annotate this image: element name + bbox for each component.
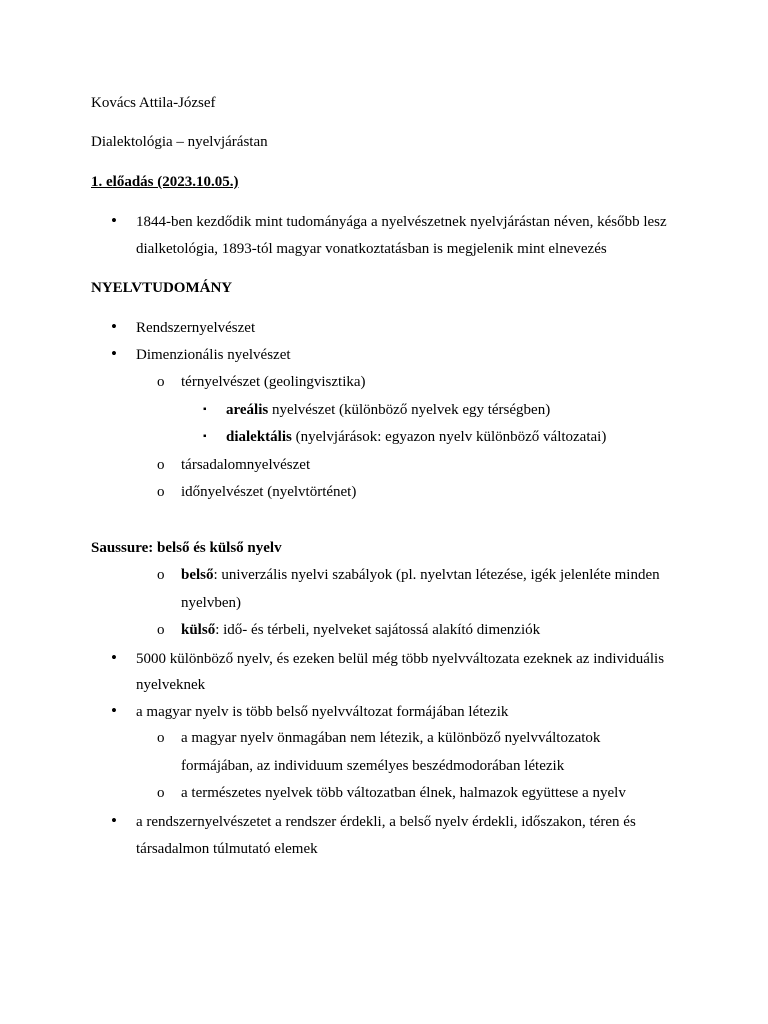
term-description: nyelvészet (különböző nyelvek egy térségben) bbox=[268, 402, 551, 418]
intro-line-2: dialketológia, 1893-tól magyar vonatkoztatásban is megjelenik mint elnevezés bbox=[136, 241, 607, 257]
list-item-continuation: társadalmon túlmutató elemek bbox=[136, 841, 318, 857]
course-title: Dialektológia – nyelvjárástan bbox=[91, 134, 268, 150]
sub-list-item: térnyelvészet (geolingvisztika) bbox=[181, 374, 366, 390]
sub-sub-list-item bbox=[226, 401, 550, 419]
sub-list-item: a természetes nyelvek több változatban élnek, halmazok együttese a nyelv bbox=[181, 785, 626, 801]
sub-list-item-continuation: formájában, az individuum személyes beszédmodorában létezik bbox=[181, 758, 565, 774]
list-item: Dimenzionális nyelvészet bbox=[136, 347, 291, 363]
sub-list-item bbox=[181, 621, 540, 639]
section-heading-saussure: Saussure: belső és külső nyelv bbox=[91, 540, 282, 556]
term-bold: areális bbox=[226, 402, 269, 418]
lecture-heading: 1. előadás (2023.10.05.) bbox=[91, 174, 239, 190]
sub-bullet-marker: o bbox=[157, 567, 165, 583]
list-item-continuation: nyelveknek bbox=[136, 677, 206, 693]
sub-bullet-marker: o bbox=[157, 622, 165, 638]
sub-bullet-marker: o bbox=[157, 730, 165, 746]
sub-bullet-marker: o bbox=[157, 374, 165, 390]
sub-list-item-continuation: nyelvben) bbox=[181, 595, 241, 611]
term-bold: belső bbox=[181, 567, 214, 583]
sub-sub-list-item bbox=[226, 428, 606, 446]
term-bold: külső bbox=[181, 622, 216, 638]
term-description: : idő- és térbeli, nyelveket sajátossá alakító dimenziók bbox=[215, 622, 541, 638]
bullet-marker: • bbox=[111, 648, 117, 667]
sub-sub-bullet-marker: ▪ bbox=[203, 431, 207, 442]
bullet-marker: • bbox=[111, 811, 117, 830]
list-item: a rendszernyelvészetet a rendszer érdekli, a belső nyelv érdekli, időszakon, téren és bbox=[136, 814, 636, 830]
list-item: Rendszernyelvészet bbox=[136, 320, 256, 336]
sub-list-item bbox=[181, 566, 660, 584]
term-description: : univerzális nyelvi szabályok (pl. nyelvtan létezése, igék jelenléte minden bbox=[213, 567, 660, 583]
sub-sub-bullet-marker: ▪ bbox=[203, 404, 207, 415]
intro-line-1: 1844-ben kezdődik mint tudományága a nyelvészetnek nyelvjárástan néven, később lesz bbox=[136, 214, 667, 230]
sub-list-item: időnyelvészet (nyelvtörténet) bbox=[181, 484, 357, 500]
term-description: (nyelvjárások: egyazon nyelv különböző változatai) bbox=[291, 429, 607, 445]
term-bold: dialektális bbox=[226, 429, 292, 445]
sub-bullet-marker: o bbox=[157, 457, 165, 473]
bullet-marker: • bbox=[111, 701, 117, 720]
bullet-marker: • bbox=[111, 344, 117, 363]
sub-list-item: társadalomnyelvészet bbox=[181, 457, 311, 473]
bullet-marker: • bbox=[111, 211, 117, 230]
list-item: 5000 különböző nyelv, és ezeken belül még több nyelvváltozata ezeknek az individuális bbox=[136, 651, 665, 667]
section-heading-nyelvtudomany: NYELVTUDOMÁNY bbox=[91, 280, 233, 296]
author-name: Kovács Attila-József bbox=[91, 95, 216, 111]
sub-bullet-marker: o bbox=[157, 484, 165, 500]
bullet-marker: • bbox=[111, 317, 117, 336]
sub-list-item: a magyar nyelv önmagában nem létezik, a különböző nyelvváltozatok bbox=[181, 730, 601, 746]
list-item: a magyar nyelv is több belső nyelvváltozat formájában létezik bbox=[136, 704, 509, 720]
sub-bullet-marker: o bbox=[157, 785, 165, 801]
